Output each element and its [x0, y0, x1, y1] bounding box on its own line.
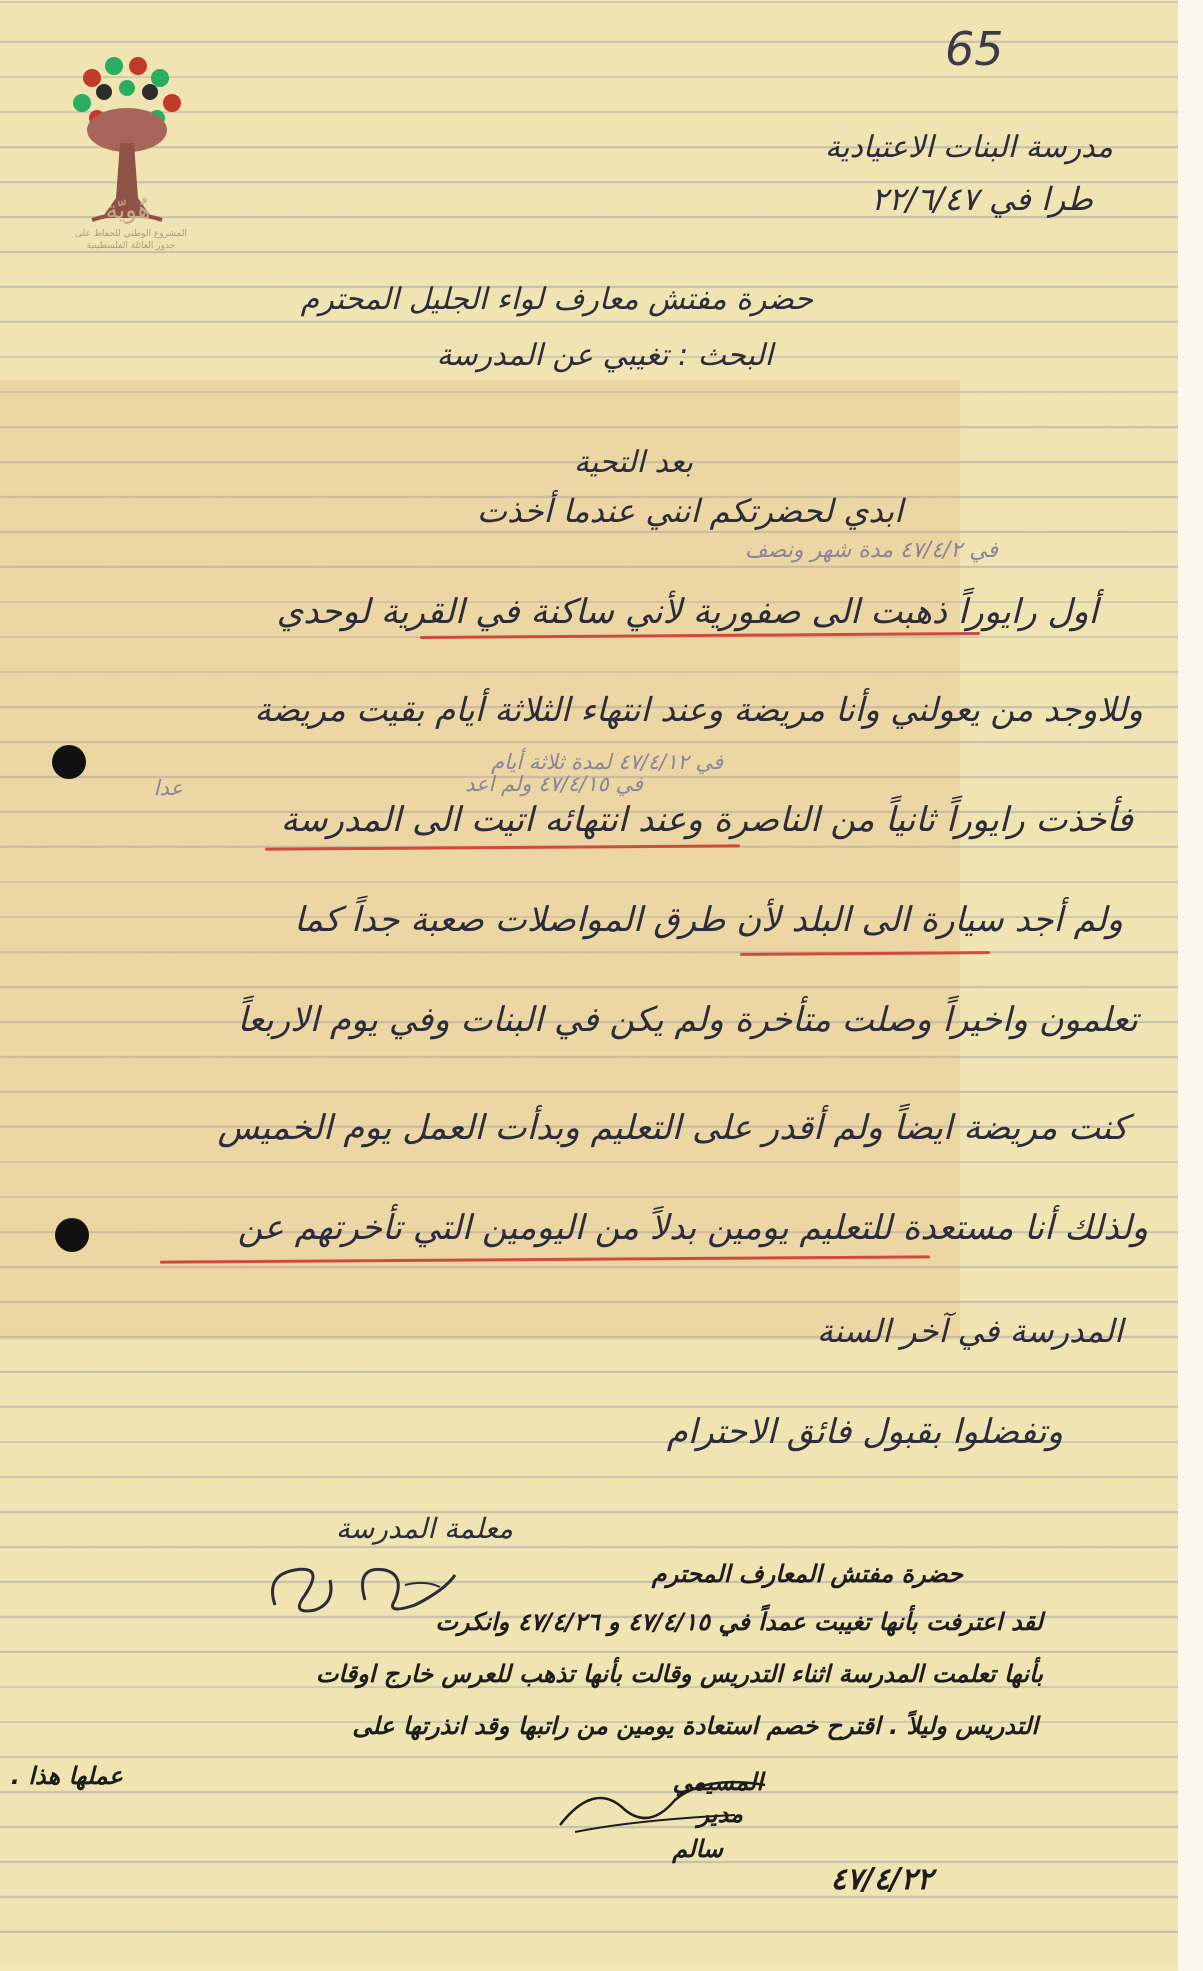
pencil-note-2: في ٤٧/٤/١٢ لمدة ثلاثة أيام	[491, 750, 723, 774]
reply-sign-1: المسيمي	[672, 1768, 763, 1796]
body-line-5: تعلمون واخيراً وصلت متأخرة ولم يكن في البنات وفي يوم الاربعاً	[237, 1000, 1138, 1040]
reply-date: ٤٧/٤/٢٢	[830, 1862, 933, 1897]
signature-title: معلمة المدرسة	[335, 1512, 513, 1545]
body-line-2: وللاوجد من يعولني وأنا مريضة وعند انتهاء الثلاثة أيام بقيت مريضة	[254, 690, 1143, 729]
closing: وتفضلوا بقبول فائق الاحترام	[666, 1412, 1063, 1452]
page-edge	[1178, 0, 1203, 1971]
body-line-8: المدرسة في آخر السنة	[816, 1312, 1123, 1350]
logo-caption-line2: جذور العائلة الفلسطينية	[86, 241, 176, 251]
recipient: حضرة مفتش معارف لواء الجليل المحترم	[300, 282, 813, 317]
reply-sign-2: مدير	[697, 1800, 743, 1828]
body-line-7: ولذلك أنا مستعدة للتعليم يومين بدلاً من اليومين التي تأخرتهم عن	[237, 1208, 1148, 1248]
body-line-4: ولم أجد سيارة الى البلد لأن طرق المواصلات صعبة جداً كما	[294, 900, 1123, 940]
body-line-1: أول رايوراً ذهبت الى صفورية لأني ساكنة في القرية لوحدي	[276, 592, 1098, 632]
place-date: طرا في ٢٢/٦/٤٧	[871, 180, 1093, 218]
page-number: 65	[945, 22, 1004, 76]
punch-hole-upper	[52, 745, 86, 779]
logo-name: هُويّة	[105, 196, 151, 224]
logo-caption-line1: المشروع الوطني للحفاظ على	[74, 229, 187, 239]
greeting: بعد التحية	[573, 445, 693, 480]
reply-sign-3: سالم	[672, 1835, 723, 1863]
tree-logo	[52, 48, 202, 258]
body-line-6: كنت مريضة ايضاً ولم أقدر على التعليم وبدأت العمل يوم الخميس	[217, 1108, 1128, 1148]
reply-line-2: بأنها تعلمت المدرسة اثناء التدريس وقالت بأنها تذهب للعرس خارج اوقات	[315, 1660, 1043, 1688]
inspector-signature	[555, 1770, 770, 1840]
school-name: مدرسة البنات الاعتيادية	[825, 130, 1113, 165]
reply-line-4: عملها هذا .	[10, 1762, 123, 1790]
reply-recipient: حضرة مفتش المعارف المحترم	[651, 1560, 963, 1588]
reply-line-1: لقد اعترفت بأنها تغيبت عمداً في ٤٧/٤/١٥ و ٤٧/٤/٢٦ وانكرت	[435, 1608, 1043, 1636]
reply-line-3: التدريس وليلاً . اقترح خصم استعادة يومين من راتبها وقد انذرتها على	[352, 1712, 1038, 1740]
body-line-3: فأخذت رايوراً ثانياً من الناصرة وعند انتهائه اتيت الى المدرسة	[280, 800, 1133, 840]
subject: البحث : تغيبي عن المدرسة	[436, 338, 773, 373]
pencil-note-4: عدا	[153, 776, 183, 800]
punch-hole-lower	[55, 1218, 89, 1252]
logo-caption	[66, 228, 196, 252]
pencil-note-3: في ٤٧/٤/١٥ ولم اعد	[464, 772, 643, 796]
pencil-note-1: في ٤٧/٤/٢ مدة شهر ونصف	[744, 538, 998, 563]
body-intro: ابدي لحضرتكم انني عندما أخذت	[476, 492, 903, 530]
